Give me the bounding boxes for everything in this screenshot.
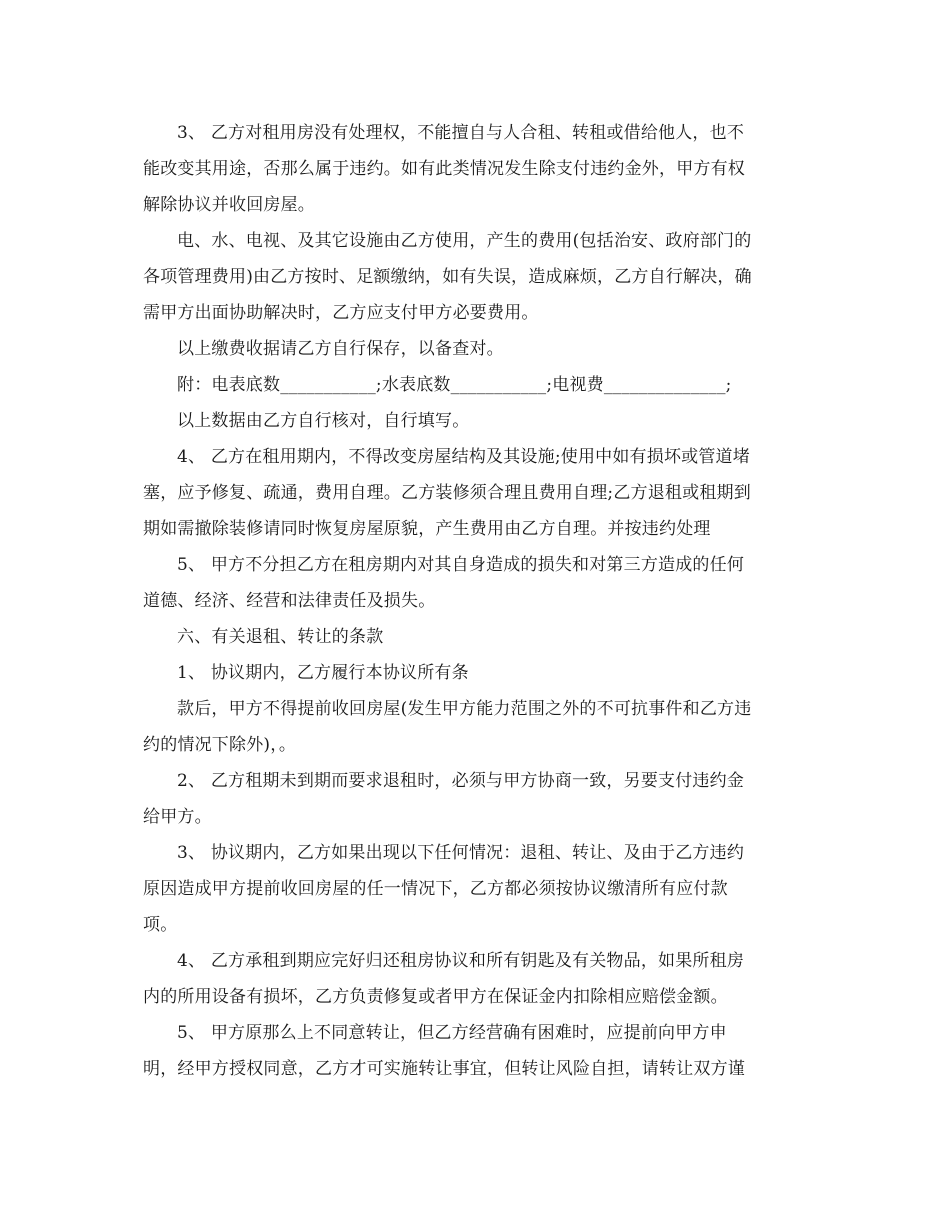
section-heading: 六、有关退租、转让的条款 — [177, 627, 384, 647]
text-line: 原因造成甲方提前收回房屋的任一情况下，乙方都必须按协议缴清所有应付款 — [143, 879, 728, 899]
text-line: 塞，应予修复、疏通，费用自理。乙方装修须合理且费用自理;乙方退租或租期到 — [143, 483, 751, 503]
text-line: 给甲方。 — [143, 807, 212, 827]
text-line: 各项管理费用)由乙方按时、足额缴纳，如有失误，造成麻烦，乙方自行解决，确 — [143, 267, 752, 287]
text-line: 附：电表底数___________;水表底数___________;电视费______________; — [177, 375, 732, 395]
text-line: 1、 协议期内，乙方履行本协议所有条 — [177, 663, 469, 683]
text-line: 能改变其用途，否那么属于违约。如有此类情况发生除支付违约金外，甲方有权 — [143, 159, 745, 179]
text-line: 3、 协议期内，乙方如果出现以下任何情况：退租、转让、及由于乙方违约 — [177, 843, 745, 863]
text-line: 3、 乙方对租用房没有处理权，不能擅自与人合租、转租或借给他人，也不 — [177, 123, 745, 143]
text-line: 款后，甲方不得提前收回房屋(发生甲方能力范围之外的不可抗事件和乙方违 — [177, 699, 752, 719]
text-line: 需甲方出面协助解决时，乙方应支付甲方必要费用。 — [143, 303, 539, 323]
text-line: 5、 甲方不分担乙方在租房期内对其自身造成的损失和对第三方造成的任何 — [177, 555, 745, 575]
text-line: 4、 乙方承租到期应完好归还租房协议和所有钥匙及有关物品，如果所租房 — [177, 951, 745, 971]
text-line: 以上缴费收据请乙方自行保存，以备查对。 — [177, 339, 504, 359]
text-line: 以上数据由乙方自行核对，自行填写。 — [177, 411, 470, 431]
text-line: 解除协议并收回房屋。 — [143, 195, 315, 215]
text-line: 道德、经济、经营和法律责任及损失。 — [143, 591, 436, 611]
text-line: 项。 — [143, 915, 178, 935]
text-line: 明，经甲方授权同意，乙方才可实施转让事宜，但转让风险自担，请转让双方谨 — [143, 1059, 745, 1079]
text-line: 期如需撤除装修请同时恢复房屋原貌，产生费用由乙方自理。并按违约处理 — [143, 519, 711, 539]
text-line: 电、水、电视、及其它设施由乙方使用，产生的费用(包括治安、政府部门的 — [177, 231, 752, 251]
text-line: 2、 乙方租期未到期而要求退租时，必须与甲方协商一致，另要支付违约金 — [177, 771, 745, 791]
text-line: 4、 乙方在租用期内，不得改变房屋结构及其设施;使用中如有损坏或管道堵 — [177, 447, 750, 467]
text-line: 约的情况下除外)，。 — [143, 735, 297, 755]
text-line: 内的所用设备有损坏，乙方负责修复或者甲方在保证金内扣除相应赔偿金额。 — [143, 987, 728, 1007]
text-line: 5、 甲方原那么上不同意转让，但乙方经营确有困难时，应提前向甲方申 — [177, 1023, 727, 1043]
